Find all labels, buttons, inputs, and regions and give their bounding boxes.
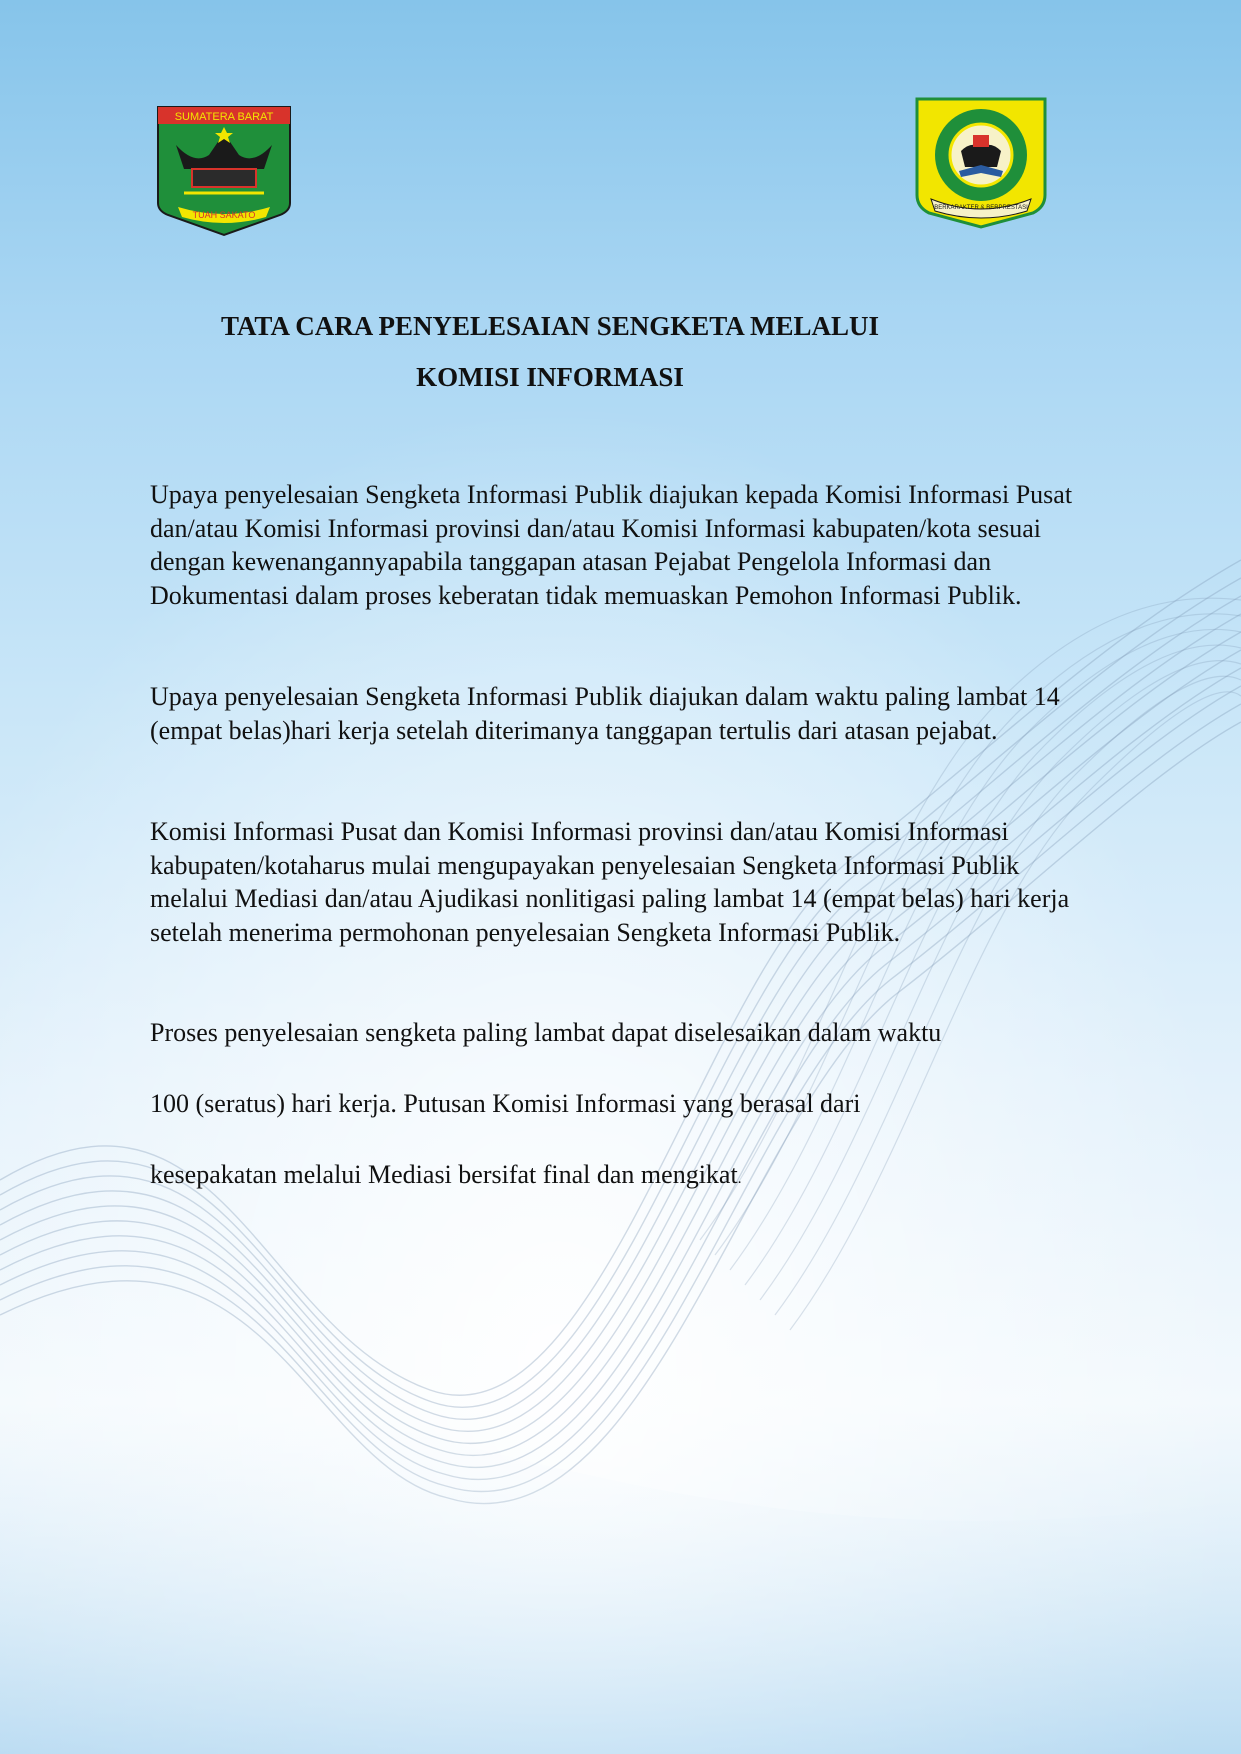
paragraph-4-line-3-text: kesepakatan melalui Mediasi bersifat final dan mengikat xyxy=(150,1160,738,1189)
emblem-bottom-text: TUAH SAKATO xyxy=(192,210,256,220)
document-title-line-2: KOMISI INFORMASI xyxy=(416,362,684,392)
paragraph-1: Upaya penyelesaian Sengketa Informasi Publik diajukan kepada Komisi Informasi Pusat dan/atau Komisi Informasi provinsi dan/atau Komisi Informasi kabupaten/kota sesuai dengan kewenangannyapabila tanggapan atasan Pejabat Pengelola Informasi dan Dokumentasi dalam proses keberatan tidak memuaskan Pemohon Informasi Publik. xyxy=(150,480,1073,610)
sman-1-sungayang-emblem-icon xyxy=(915,95,1047,229)
emblem-top-text: SUMATERA BARAT xyxy=(174,111,274,123)
paragraph-4-line-2: 100 (seratus) hari kerja. Putusan Komisi Informasi yang berasal dari xyxy=(150,1089,861,1118)
sumatera-barat-emblem-icon xyxy=(154,103,294,237)
document-title-line-1: TATA CARA PENYELESAIAN SENGKETA MELALUI xyxy=(220,311,880,341)
paragraph-4-line-1: Proses penyelesaian sengketa paling lambat dapat diselesaikan dalam waktu xyxy=(150,1018,942,1047)
paragraph-4-end-period: . xyxy=(737,1171,742,1187)
paragraph-4-line-3 xyxy=(150,1158,1080,1197)
paragraph-2: Upaya penyelesaian Sengketa Informasi Publik diajukan dalam waktu paling lambat 14 (empat belas)hari kerja setelah diterimanya tanggapan tertulis dari atasan pejabat. xyxy=(150,682,1060,745)
emblem-banner-text: BERKARAKTER & BERPRESTASI xyxy=(934,205,1028,211)
paragraph-3: Komisi Informasi Pusat dan Komisi Informasi provinsi dan/atau Komisi Informasi kabupaten/kotaharus mulai mengupayakan penyelesaian Sengketa Informasi Publik melalui Mediasi dan/atau Ajudikasi nonlitigasi paling lambat 14 (empat belas) hari kerja setelah menerima permohonan penyelesaian Sengketa Informasi Publik. xyxy=(150,817,1070,947)
